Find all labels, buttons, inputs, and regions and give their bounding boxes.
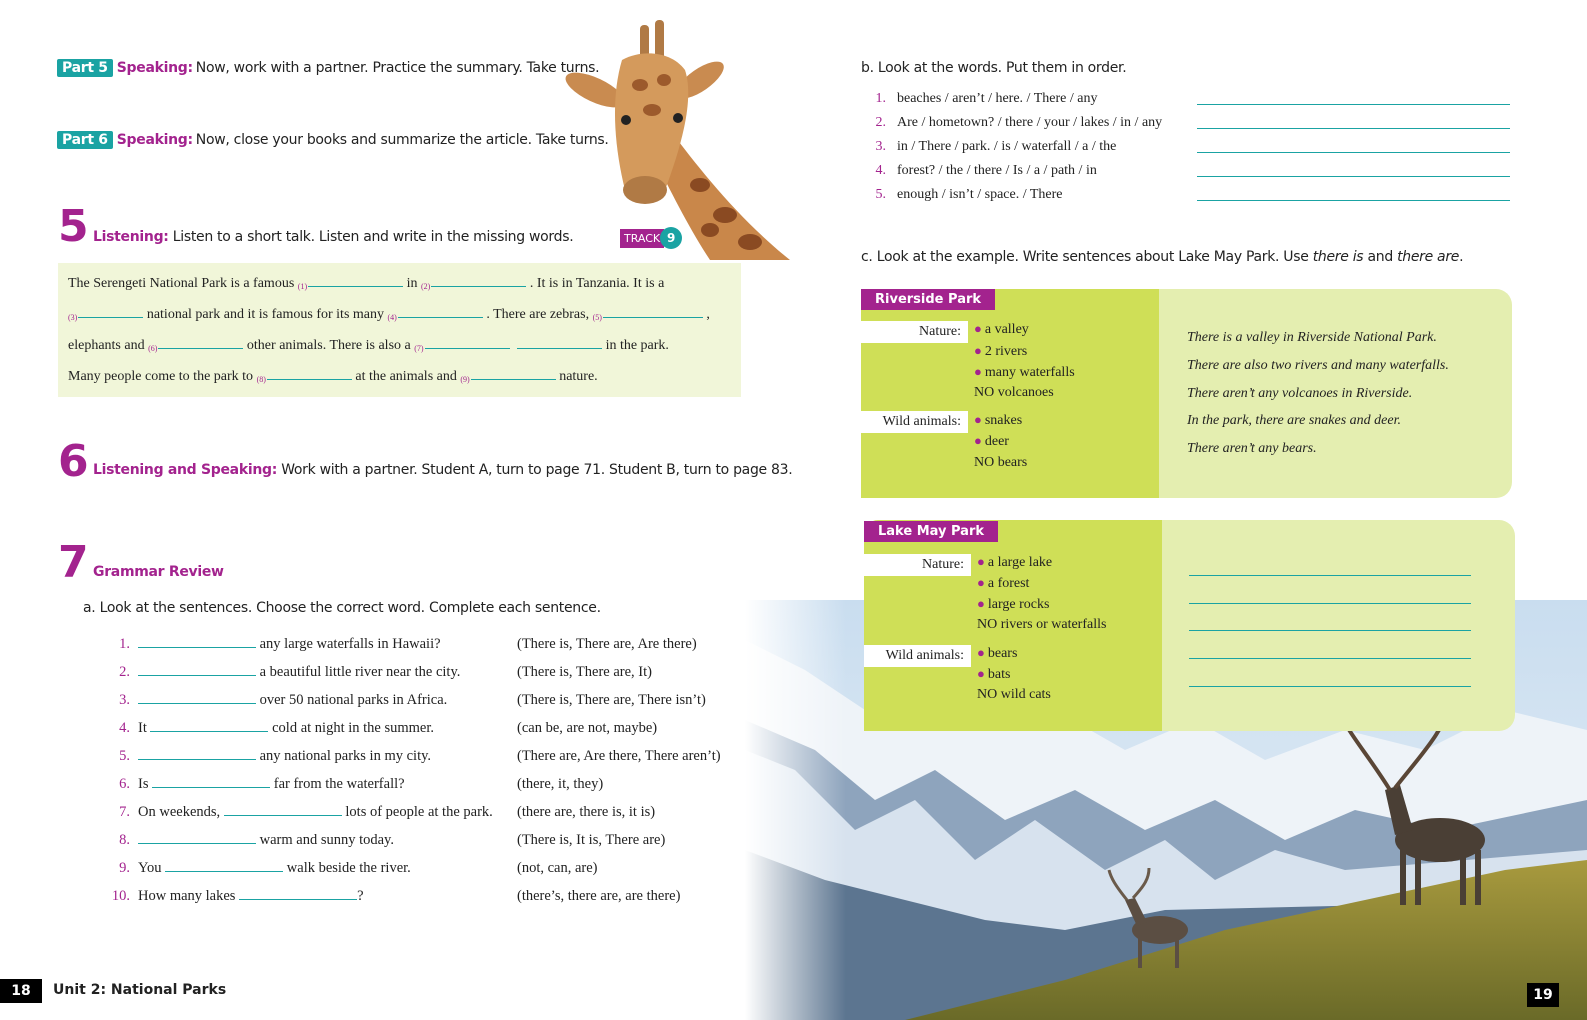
grammar-row [102, 854, 742, 882]
page-number-left: 18 [0, 979, 42, 1003]
section7c-text: c. Look at the example. Write sentences about Lake May Park. Use [861, 249, 1313, 265]
riverside-wild-item [974, 433, 1009, 450]
riverside-sentence: There aren’t any bears. [1187, 441, 1317, 456]
passage-text-4a: Many people come to the park to [68, 369, 254, 384]
grammar-blank[interactable] [224, 803, 342, 816]
grammar-blank[interactable] [150, 719, 268, 732]
grammar-row [102, 798, 742, 826]
lakemay-answer-line-1[interactable] [1189, 575, 1471, 576]
grammar-post: far from the waterfall? [273, 776, 405, 792]
lakemay-wild-no: NO wild cats [977, 687, 1051, 702]
part5-badge: Part 5 [57, 59, 113, 77]
lakemay-wild-text: bats [987, 667, 1011, 682]
passage-text-1a: The Serengeti National Park is a famous [68, 276, 295, 291]
order-text: forest? / the / there / Is / a / path / in [897, 163, 1097, 178]
grammar-options: (there’s, there are, are there) [517, 888, 681, 904]
blank-7[interactable] [425, 336, 510, 349]
section7c-end: . [1459, 249, 1464, 265]
blank-2[interactable] [431, 274, 526, 287]
passage-text-3a: elephants and [68, 338, 145, 353]
section6-number: 6 [58, 436, 89, 487]
order-item [866, 111, 1162, 135]
riverside-nature-no: NO volcanoes [974, 385, 1054, 400]
riverside-wild-item [974, 412, 1022, 429]
section6-heading [93, 462, 792, 478]
grammar-row [102, 630, 742, 658]
riverside-nature-item [974, 364, 1075, 381]
passage-text-2b: . There are zebras, [486, 307, 590, 322]
grammar-number: 9. [119, 860, 130, 876]
blank-5[interactable] [603, 305, 703, 318]
order-answer-line-4[interactable] [1197, 176, 1510, 177]
passage-line-1 [68, 270, 710, 301]
section7-number: 7 [58, 537, 89, 588]
page-number-right: 19 [1527, 983, 1559, 1007]
grammar-post: over 50 national parks in Africa. [259, 692, 448, 708]
lakemay-nature-text: large rocks [987, 597, 1050, 612]
passage-text [68, 270, 710, 394]
passage-text-1c: . It is in Tanzania. It is a [529, 276, 665, 291]
lakemay-title: Lake May Park [864, 521, 998, 542]
section6-instruction: Work with a partner. Student A, turn to page 71. Student B, turn to page 83. [281, 462, 793, 478]
order-number: 2. [875, 115, 886, 130]
grammar-post: warm and sunny today. [259, 832, 394, 848]
lakemay-answer-line-4[interactable] [1189, 658, 1471, 659]
bullet-icon: ● [974, 364, 982, 379]
bullet-icon: ● [974, 412, 982, 427]
blank-number-8: (8) [256, 375, 266, 384]
lakemay-wild-text: bears [987, 646, 1018, 661]
grammar-number: 7. [119, 804, 130, 820]
section5-heading [93, 229, 573, 245]
grammar-pre: It [138, 720, 147, 736]
grammar-options: (there, it, they) [517, 776, 604, 792]
section7-label: Grammar Review [93, 564, 224, 580]
bullet-icon: ● [977, 575, 985, 590]
grammar-row [102, 742, 742, 770]
blank-7b[interactable] [517, 336, 602, 349]
riverside-nature-label: Nature: [861, 321, 968, 343]
order-text: Are / hometown? / there / your / lakes / in / any [897, 115, 1163, 130]
section5-number: 5 [58, 201, 89, 252]
section7-heading [93, 564, 224, 580]
grammar-options: (there are, there is, it is) [517, 804, 656, 820]
riverside-wild-label: Wild animals: [861, 411, 968, 433]
passage-text-2a: national park and it is famous for its many [146, 307, 385, 322]
passage-text-4b: at the animals and [355, 369, 457, 384]
blank-number-3: (3) [68, 313, 78, 322]
grammar-post: a beautiful little river near the city. [259, 664, 461, 680]
grammar-row [102, 686, 742, 714]
blank-8[interactable] [267, 367, 352, 380]
grammar-list [102, 630, 742, 910]
grammar-number: 5. [119, 748, 130, 764]
section7a-instruction: a. Look at the sentences. Choose the correct word. Complete each sentence. [83, 600, 601, 616]
lakemay-nature-no: NO rivers or waterfalls [977, 617, 1107, 632]
blank-1[interactable] [308, 274, 403, 287]
lakemay-answer-line-3[interactable] [1189, 630, 1471, 631]
blank-number-6: (6) [148, 344, 158, 353]
lakemay-wild-item [977, 645, 1017, 662]
blank-number-9: (9) [460, 375, 470, 384]
grammar-post: lots of people at the park. [345, 804, 493, 820]
lakemay-nature-label: Nature: [864, 554, 971, 576]
lakemay-wild-item [977, 666, 1010, 683]
grammar-options: (There is, There are, It) [517, 664, 652, 680]
lakemay-wild-label: Wild animals: [864, 645, 971, 667]
part5-line [57, 59, 599, 77]
bullet-icon: ● [977, 645, 985, 660]
blank-3[interactable] [78, 305, 143, 318]
lakemay-nature-item [977, 554, 1052, 571]
grammar-options: (There are, Are there, There aren’t) [517, 748, 721, 764]
grammar-pre: How many lakes [138, 888, 236, 904]
order-number: 5. [875, 187, 886, 202]
grammar-row [102, 826, 742, 854]
grammar-blank[interactable] [138, 635, 256, 648]
order-answer-line-1[interactable] [1197, 104, 1510, 105]
section5-instruction: Listen to a short talk. Listen and write in the missing words. [172, 229, 574, 245]
grammar-blank[interactable] [138, 663, 256, 676]
riverside-wild-no: NO bears [974, 455, 1028, 470]
blank-9[interactable] [471, 367, 556, 380]
riverside-sentence: There is a valley in Riverside National Park. [1187, 330, 1437, 345]
grammar-row [102, 658, 742, 686]
lakemay-nature-text: a large lake [987, 555, 1053, 570]
grammar-number: 3. [119, 692, 130, 708]
order-item [866, 135, 1162, 159]
section7c-instruction [861, 249, 1463, 265]
grammar-blank[interactable] [138, 691, 256, 704]
grammar-post: walk beside the river. [286, 860, 411, 876]
bullet-icon: ● [974, 321, 982, 336]
grammar-options: (not, can, are) [517, 860, 598, 876]
order-text: enough / isn’t / space. / There [897, 187, 1063, 202]
order-item [866, 87, 1162, 111]
section7b-instruction: b. Look at the words. Put them in order. [861, 60, 1127, 76]
grammar-pre: You [138, 860, 162, 876]
grammar-blank[interactable] [138, 831, 256, 844]
section7c-and: and [1363, 249, 1398, 265]
riverside-nature-text: a valley [984, 322, 1029, 337]
section7c-em2: there are [1397, 249, 1460, 265]
order-text: beaches / aren’t / here. / There / any [897, 91, 1098, 106]
part5-text: Now, work with a partner. Practice the summary. Take turns. [195, 60, 600, 76]
order-text: in / There / park. / is / waterfall / a / the [897, 139, 1117, 154]
blank-number-7: (7) [414, 344, 424, 353]
track-number: 9 [660, 227, 682, 249]
lakemay-answer-line-2[interactable] [1189, 603, 1471, 604]
grammar-number: 6. [119, 776, 130, 792]
part6-text: Now, close your books and summarize the article. Take turns. [195, 132, 609, 148]
order-number: 3. [875, 139, 886, 154]
passage-text-1b: in [406, 276, 418, 291]
unit-title: Unit 2: National Parks [53, 982, 227, 998]
order-answer-line-3[interactable] [1197, 152, 1510, 153]
blank-6[interactable] [158, 336, 243, 349]
grammar-pre: On weekends, [138, 804, 221, 820]
grammar-blank[interactable] [152, 775, 270, 788]
section6-label: Listening and Speaking: [93, 462, 278, 478]
grammar-blank[interactable] [138, 747, 256, 760]
grammar-options: (There is, It is, There are) [517, 832, 666, 848]
grammar-row [102, 770, 742, 798]
order-list [866, 87, 1162, 207]
grammar-number: 4. [119, 720, 130, 736]
grammar-blank[interactable] [239, 887, 357, 900]
grammar-post: ? [357, 888, 364, 904]
order-item [866, 159, 1162, 183]
passage-line-3 [68, 332, 710, 363]
grammar-number: 10. [111, 888, 130, 904]
passage-text-4c: nature. [559, 369, 598, 384]
order-answer-line-2[interactable] [1197, 128, 1510, 129]
grammar-post: any large waterfalls in Hawaii? [259, 636, 441, 652]
order-answer-line-5[interactable] [1197, 200, 1510, 201]
section5-label: Listening: [93, 229, 169, 245]
blank-number-1: (1) [297, 282, 308, 291]
blank-number-4: (4) [387, 313, 397, 322]
grammar-number: 8. [119, 832, 130, 848]
grammar-number: 2. [119, 664, 130, 680]
riverside-nature-item [974, 321, 1029, 338]
passage-line-2 [68, 301, 710, 332]
bullet-icon: ● [977, 554, 985, 569]
track-label: TRACK [620, 229, 664, 248]
riverside-title: Riverside Park [861, 289, 995, 310]
section7c-em1: there is [1312, 249, 1364, 265]
grammar-number: 1. [119, 636, 130, 652]
order-item [866, 183, 1162, 207]
passage-text-2c: , [706, 307, 710, 322]
lakemay-answer-panel [1162, 520, 1515, 731]
bullet-icon: ● [974, 343, 982, 358]
riverside-sentence: In the park, there are snakes and deer. [1187, 413, 1401, 428]
lakemay-nature-item [977, 575, 1029, 592]
lakemay-nature-item [977, 596, 1049, 613]
part5-label: Speaking: [116, 60, 193, 76]
lakemay-answer-line-5[interactable] [1189, 686, 1471, 687]
lakemay-nature-text: a forest [987, 576, 1030, 591]
riverside-sentence: There are also two rivers and many waterfalls. [1187, 358, 1449, 373]
order-number: 4. [875, 163, 886, 178]
passage-text-3c: in the park. [605, 338, 669, 353]
grammar-post: any national parks in my city. [259, 748, 432, 764]
blank-4[interactable] [398, 305, 483, 318]
blank-number-5: (5) [592, 313, 602, 322]
part6-line [57, 131, 609, 149]
riverside-wild-text: deer [984, 434, 1009, 449]
riverside-nature-text: 2 rivers [984, 344, 1028, 359]
bullet-icon: ● [974, 433, 982, 448]
bullet-icon: ● [977, 666, 985, 681]
track-badge[interactable] [620, 227, 682, 249]
riverside-nature-text: many waterfalls [984, 365, 1075, 380]
grammar-row [102, 882, 742, 910]
order-number: 1. [875, 91, 886, 106]
grammar-options: (can be, are not, maybe) [517, 720, 658, 736]
riverside-wild-text: snakes [984, 413, 1023, 428]
riverside-nature-item [974, 343, 1027, 360]
grammar-blank[interactable] [165, 859, 283, 872]
grammar-options: (There is, There are, There isn’t) [517, 692, 706, 708]
grammar-row [102, 714, 742, 742]
passage-text-3b: other animals. There is also a [246, 338, 411, 353]
part6-badge: Part 6 [57, 131, 113, 149]
bullet-icon: ● [977, 596, 985, 611]
grammar-options: (There is, There are, Are there) [517, 636, 697, 652]
blank-number-2: (2) [421, 282, 431, 291]
riverside-sentence: There aren’t any volcanoes in Riverside. [1187, 386, 1413, 401]
passage-line-4 [68, 363, 710, 394]
grammar-pre: Is [138, 776, 149, 792]
grammar-post: cold at night in the summer. [272, 720, 435, 736]
part6-label: Speaking: [116, 132, 193, 148]
